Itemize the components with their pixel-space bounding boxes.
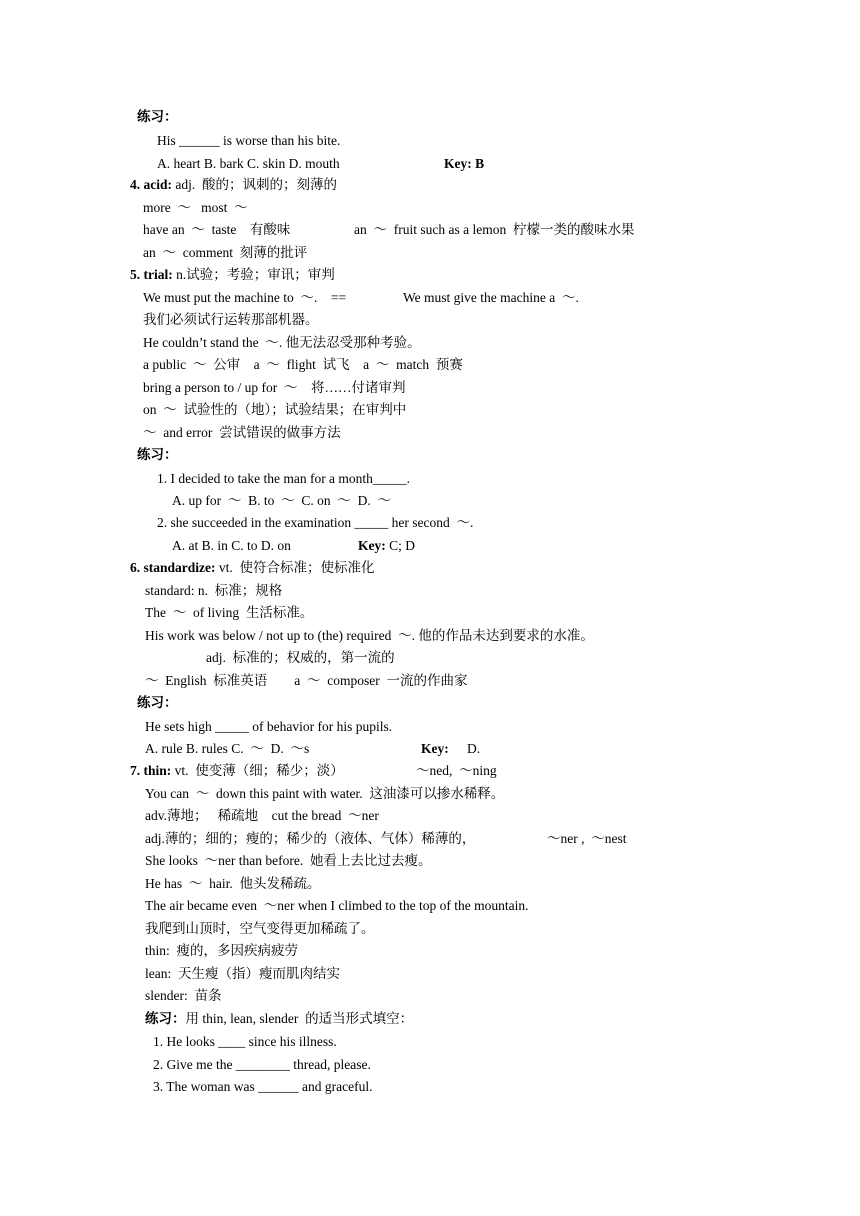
text-line: We must put the machine to ～. == — [143, 290, 347, 305]
text-line: 2. she succeeded in the examination _____ her second ～. — [157, 515, 474, 530]
text-line: lean: 天生瘦（指）瘦而肌肉结实 — [145, 966, 340, 981]
text-line: His ______ is worse than his bite. — [157, 133, 341, 148]
key-value: D. — [467, 741, 481, 756]
text-line: adj. 标准的；权威的，第一流的 — [206, 650, 395, 665]
text-line: A. up for ～ B. to ～ C. on ～ D. ～ — [172, 493, 391, 508]
entry-standardize — [130, 560, 375, 576]
text-line: He has ～ hair. 他头发稀疏。 — [145, 876, 321, 891]
text-line: A. heart B. bark C. skin D. mouth — [157, 156, 340, 171]
key-label: Key: — [358, 538, 386, 553]
instruction-text: 用 thin, lean, slender 的适当形式填空： — [185, 1011, 414, 1026]
text-line: 1. I decided to take the man for a month_____. — [157, 471, 411, 486]
entry-definition: n.试验；考验；审讯；审判 — [172, 267, 335, 282]
text-line: slender: 苗条 — [145, 988, 222, 1003]
text-line: an ～ fruit such as a lemon 柠檬一类的酸味水果 — [354, 222, 635, 237]
text-line: He sets high _____ of behavior for his pupils. — [145, 719, 393, 734]
text-line: ～ned, ～ning — [416, 763, 497, 778]
entry-acid — [130, 177, 337, 193]
entry-thin — [130, 763, 344, 779]
text-line: on ～ 试验性的（地）；试验结果；在审判中 — [143, 402, 407, 417]
text-line: A. at B. in C. to D. on — [172, 538, 291, 553]
text-line: You can ～ down this paint with water. 这油漆可以掺水稀释。 — [145, 786, 505, 801]
key-label: Key: — [421, 741, 449, 756]
text-line: A. rule B. rules C. ～ D. ～s — [145, 741, 310, 756]
text-line: ～ English 标准英语 a ～ composer 一流的作曲家 — [145, 673, 468, 688]
entry-definition: vt. 使变薄（细；稀少；淡） — [171, 763, 344, 778]
text-line: 我爬到山顶时，空气变得更加稀疏了。 — [145, 921, 375, 936]
exercise-heading: 练习： — [137, 447, 178, 462]
text-line: 我们必须试行运转那部机器。 — [143, 312, 319, 327]
exercise-instruction — [145, 1011, 413, 1027]
entry-definition: vt. 使符合标准；使标准化 — [215, 560, 375, 575]
key-value: C; D — [385, 538, 416, 553]
exercise-heading: 练习： — [137, 695, 178, 710]
text-line: bring a person to / up for ～ 将……付诸审判 — [143, 380, 406, 395]
text-line: ～ and error 尝试错误的做事方法 — [143, 425, 341, 440]
text-line: 3. The woman was ______ and graceful. — [153, 1079, 373, 1094]
entry-trial — [130, 267, 335, 283]
entry-headword: 7. thin: — [130, 763, 172, 778]
text-line: more ～ most ～ — [143, 200, 248, 215]
text-line: His work was below / not up to (the) required ～. 他的作品未达到要求的水准。 — [145, 628, 594, 643]
answer-key: Key: B — [444, 156, 485, 171]
text-line: 2. Give me the ________ thread, please. — [153, 1057, 371, 1072]
entry-headword: 6. standardize: — [130, 560, 216, 575]
text-line: have an ～ taste 有酸味 — [143, 222, 291, 237]
answer-key — [358, 538, 415, 554]
exercise-heading: 练习： — [145, 1011, 186, 1026]
text-line: thin: 瘦的，多因疾病疲劳 — [145, 943, 299, 958]
text-line: She looks ～ner than before. 她看上去比过去瘦。 — [145, 853, 432, 868]
text-line: an ～ comment 刻薄的批评 — [143, 245, 308, 260]
text-line: He couldn’t stand the ～. 他无法忍受那种考验。 — [143, 335, 421, 350]
exercise-heading: 练习： — [137, 109, 178, 124]
text-line: 1. He looks ____ since his illness. — [153, 1034, 337, 1049]
entry-headword: 4. acid: — [130, 177, 172, 192]
text-line: adv.薄地； 稀疏地 cut the bread ～ner — [145, 808, 379, 823]
entry-headword: 5. trial: — [130, 267, 173, 282]
text-line: ～ner , ～nest — [547, 831, 627, 846]
text-line: a public ～ 公审 a ～ flight 试飞 a ～ match 预赛 — [143, 357, 463, 372]
text-line: The air became even ～ner when I climbed to the top of the mountain. — [145, 898, 529, 913]
text-line: The ～ of living 生活标准。 — [145, 605, 314, 620]
entry-definition: adj. 酸的；讽刺的；刻薄的 — [172, 177, 337, 192]
text-line: standard: n. 标准；规格 — [145, 583, 283, 598]
text-line: We must give the machine a ～. — [403, 290, 579, 305]
text-line: adj.薄的；细的；瘦的；稀少的（液体、气体）稀薄的， — [145, 831, 476, 846]
